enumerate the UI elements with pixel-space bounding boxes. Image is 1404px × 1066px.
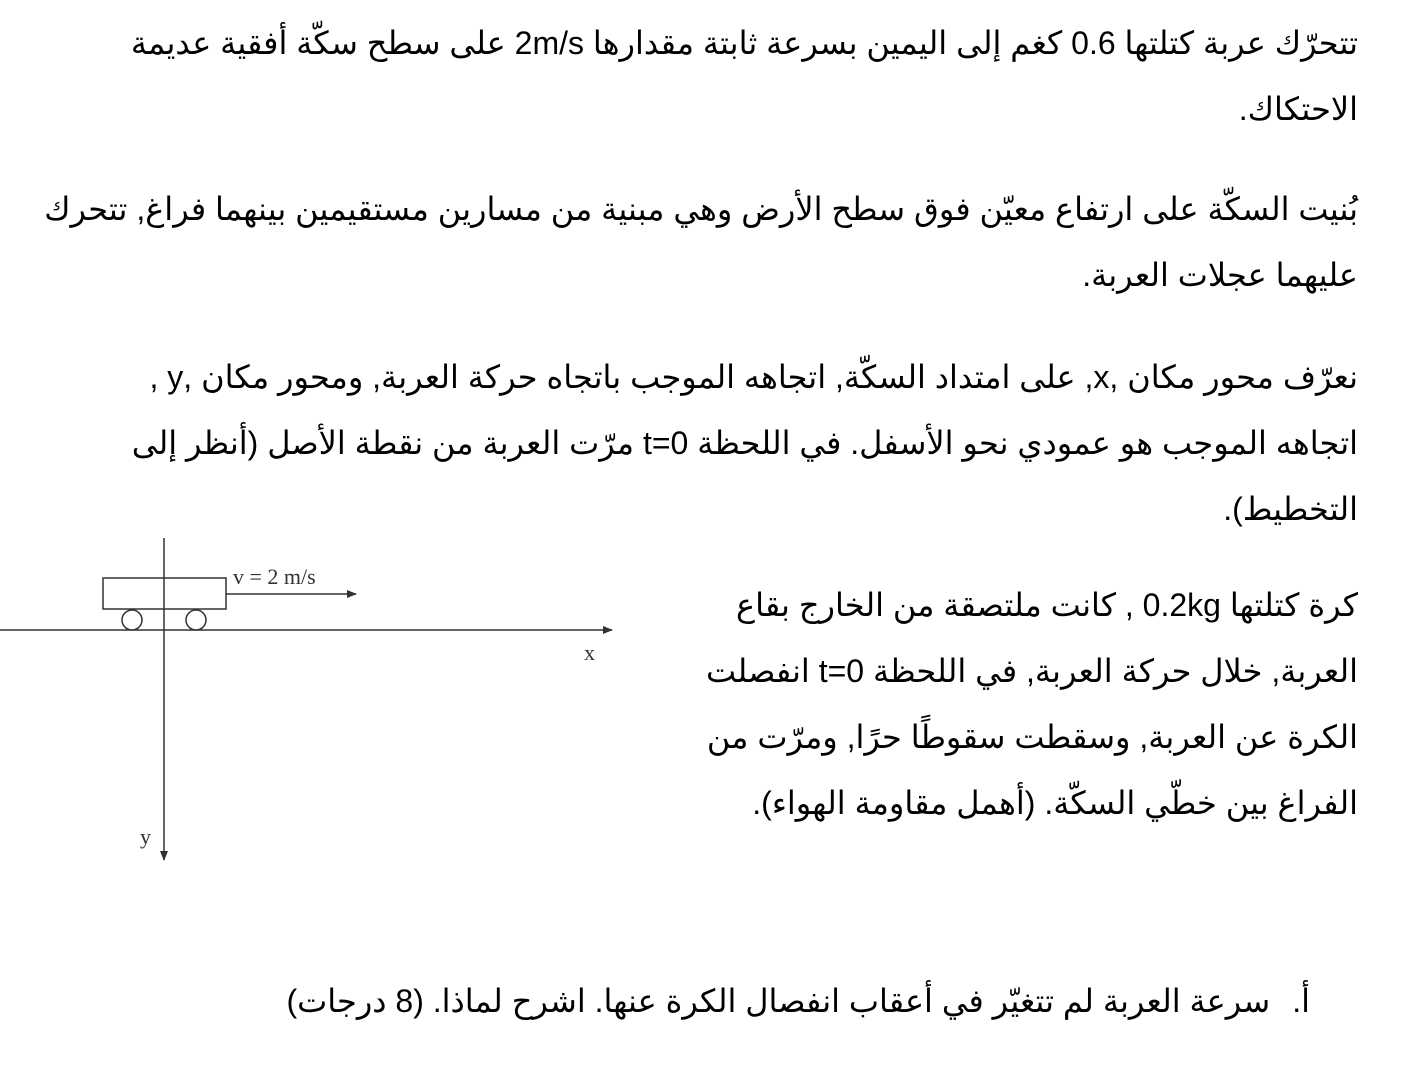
- paragraph-line: نعرّف محور مكان ,x, على امتداد السكّة, اتجاهه الموجب باتجاه حركة العربة, ومحور مكان ,y ,: [149, 359, 1358, 395]
- paragraph-line: بُنيت السكّة على ارتفاع معيّن فوق سطح الأرض وهي مبنية من مسارين مستقيمين بينهما فراغ, تتحرك: [44, 191, 1358, 227]
- x-axis-label: x: [584, 640, 595, 665]
- velocity-label: v = 2 m/s: [233, 564, 316, 589]
- cart-diagram: [0, 530, 640, 870]
- paragraph-line: الكرة عن العربة, وسقطت سقوطًا حرًا, ومرّت من: [706, 719, 1358, 755]
- paragraph-line: العربة, خلال حركة العربة, في اللحظة t=0 انفصلت: [706, 653, 1358, 689]
- paragraph-line: الفراغ بين خطّي السكّة. (أهمل مقاومة الهواء).: [752, 785, 1358, 821]
- paragraph-line: اتجاهه الموجب هو عمودي نحو الأسفل. في اللحظة t=0 مرّت العربة من نقطة الأصل (أنظر إلى: [131, 425, 1358, 461]
- paragraph-axes-definition: [131, 344, 1358, 542]
- question-letter: أ.: [1292, 983, 1310, 1019]
- question-text: سرعة العربة لم تتغيّر في أعقاب انفصال الكرة عنها. اشرح لماذا. (8 درجات): [286, 983, 1271, 1019]
- paragraph-track-description: [44, 176, 1358, 308]
- paragraph-line: التخطيط).: [1223, 491, 1358, 527]
- cart-wheel-right: [186, 610, 206, 630]
- paragraph-cart-intro: [130, 10, 1358, 142]
- cart-wheel-left: [122, 610, 142, 630]
- paragraph-line: الاحتكاك.: [1238, 91, 1358, 127]
- paragraph-line: تتحرّك عربة كتلتها 0.6 كغم إلى اليمين بسرعة ثابتة مقدارها 2m/s على سطح سكّة أفقية عديمة: [130, 25, 1358, 61]
- paragraph-ball-description: [690, 572, 1358, 836]
- question-a: [280, 968, 1310, 1034]
- paragraph-line: عليهما عجلات العربة.: [1082, 257, 1358, 293]
- paragraph-line: كرة كتلتها 0.2kg , كانت ملتصقة من الخارج بقاع: [736, 587, 1358, 623]
- y-axis-label: y: [140, 824, 151, 849]
